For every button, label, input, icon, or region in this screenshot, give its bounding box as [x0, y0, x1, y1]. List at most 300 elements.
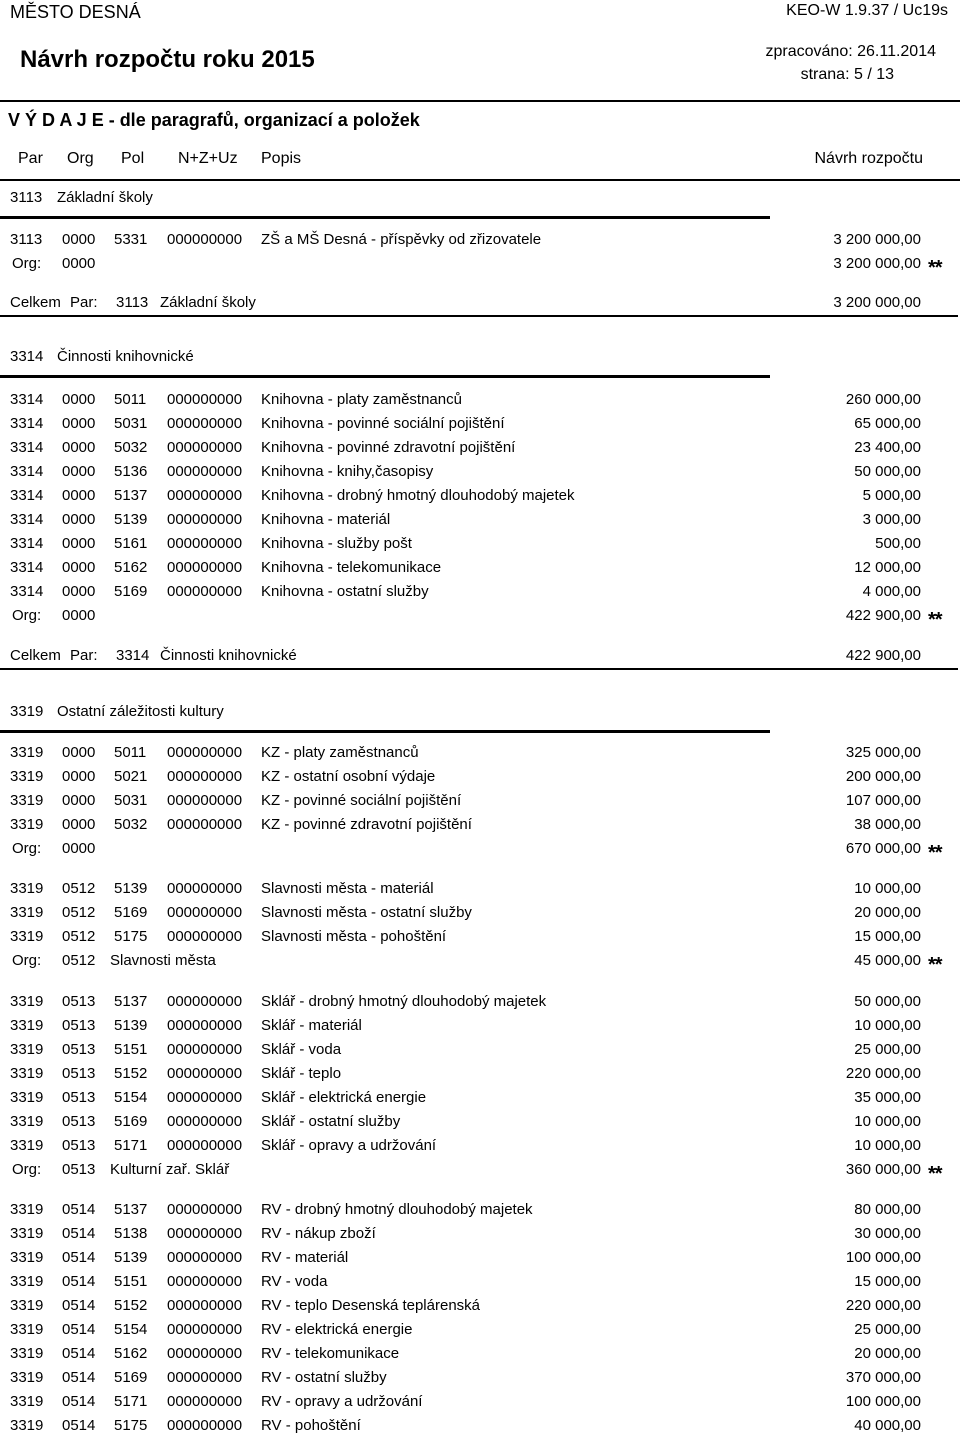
- table-row: [0, 1318, 960, 1342]
- nzu-cell: 000000000: [167, 1273, 243, 1290]
- org-cell: 0514: [62, 1249, 96, 1266]
- pol-cell: 5032: [114, 816, 148, 833]
- total-paragraph: 3314: [116, 647, 150, 664]
- par-cell: 3319: [10, 744, 44, 761]
- pol-cell: 5152: [114, 1065, 148, 1082]
- par-cell: 3113: [10, 231, 43, 248]
- org-cell: 0000: [62, 744, 96, 761]
- amount-cell: 40 000,00: [854, 1417, 921, 1434]
- nzu-cell: 000000000: [167, 1369, 243, 1386]
- org-subtotal-amount: 3 200 000,00: [833, 255, 921, 272]
- description-cell: RV - elektrická energie: [261, 1321, 413, 1338]
- org-cell: 0000: [62, 559, 96, 576]
- par-cell: 3319: [10, 1249, 44, 1266]
- table-row: [0, 1246, 960, 1270]
- org-code: 0513: [62, 1161, 96, 1178]
- par-cell: 3314: [10, 391, 44, 408]
- description-cell: Knihovna - drobný hmotný dlouhodobý majetek: [261, 487, 575, 504]
- description-cell: Sklář - ostatní služby: [261, 1113, 401, 1130]
- table-row: [0, 508, 960, 532]
- table-row: [0, 877, 960, 901]
- org-cell: 0000: [62, 391, 96, 408]
- nzu-cell: 000000000: [167, 1041, 243, 1058]
- pol-cell: 5011: [114, 744, 147, 761]
- description-cell: Sklář - materiál: [261, 1017, 362, 1034]
- pol-cell: 5011: [114, 391, 147, 408]
- description-cell: Knihovna - telekomunikace: [261, 559, 442, 576]
- org-cell: 0000: [62, 816, 96, 833]
- par-cell: 3314: [10, 487, 44, 504]
- description-cell: Sklář - voda: [261, 1041, 342, 1058]
- table-row: [0, 412, 960, 436]
- section-heading: [0, 700, 960, 724]
- subtotal-marker: **: [928, 842, 942, 864]
- amount-cell: 15 000,00: [854, 1273, 921, 1290]
- table-row: [0, 1270, 960, 1294]
- nzu-cell: 000000000: [167, 439, 243, 456]
- nzu-cell: 000000000: [167, 1345, 243, 1362]
- par-cell: 3314: [10, 439, 44, 456]
- pol-cell: 5137: [114, 487, 148, 504]
- description-cell: Sklář - opravy a udržování: [261, 1137, 437, 1154]
- par-cell: 3314: [10, 463, 44, 480]
- pol-cell: 5169: [114, 1369, 148, 1386]
- table-row: [0, 1222, 960, 1246]
- column-header-amount: Návrh rozpočtu: [814, 150, 923, 167]
- nzu-cell: 000000000: [167, 1321, 243, 1338]
- org-subtotal-amount: 45 000,00: [854, 952, 921, 969]
- org-subtotal-amount: 422 900,00: [845, 607, 921, 624]
- org-cell: 0000: [62, 487, 96, 504]
- pol-cell: 5151: [114, 1041, 148, 1058]
- org-cell: 0512: [62, 904, 96, 921]
- nzu-cell: 000000000: [167, 792, 243, 809]
- pol-cell: 5021: [114, 768, 148, 785]
- table-row: [0, 1294, 960, 1318]
- description-cell: RV - materiál: [261, 1249, 349, 1266]
- total-par-label: Par:: [70, 294, 98, 311]
- description-cell: RV - ostatní služby: [261, 1369, 387, 1386]
- par-cell: 3319: [10, 768, 44, 785]
- par-cell: 3319: [10, 1065, 44, 1082]
- par-cell: 3319: [10, 792, 44, 809]
- org-cell: 0000: [62, 792, 96, 809]
- org-cell: 0514: [62, 1393, 96, 1410]
- par-cell: 3319: [10, 1089, 44, 1106]
- amount-cell: 50 000,00: [854, 993, 921, 1010]
- pol-cell: 5171: [114, 1137, 148, 1154]
- org-cell: 0514: [62, 1225, 96, 1242]
- org-cell: 0513: [62, 1041, 96, 1058]
- par-cell: 3319: [10, 993, 44, 1010]
- org-label: Org:: [12, 840, 42, 857]
- nzu-cell: 000000000: [167, 535, 243, 552]
- amount-cell: 20 000,00: [854, 1345, 921, 1362]
- table-row: [0, 532, 960, 556]
- nzu-cell: 000000000: [167, 816, 243, 833]
- par-cell: 3319: [10, 816, 44, 833]
- nzu-cell: 000000000: [167, 1065, 243, 1082]
- subtotal-marker: **: [928, 1163, 942, 1185]
- pol-cell: 5175: [114, 928, 148, 945]
- org-subtotal-row: [0, 252, 960, 279]
- paragraph-total-row: [0, 291, 960, 315]
- section-heading: [0, 186, 960, 210]
- amount-cell: 107 000,00: [845, 792, 921, 809]
- org-subtotal-amount: 360 000,00: [845, 1161, 921, 1178]
- description-cell: RV - pohoštění: [261, 1417, 361, 1434]
- par-cell: 3319: [10, 1041, 44, 1058]
- amount-cell: 4 000,00: [862, 583, 921, 600]
- page-number: strana: 5 / 13: [800, 66, 894, 83]
- paragraph-total-amount: 422 900,00: [845, 647, 921, 664]
- description-cell: Slavnosti města - materiál: [261, 880, 434, 897]
- par-cell: 3319: [10, 1345, 44, 1362]
- description-cell: KZ - povinné sociální pojištění: [261, 792, 462, 809]
- table-row: [0, 1110, 960, 1134]
- par-cell: 3319: [10, 1113, 44, 1130]
- total-name: Základní školy: [160, 294, 256, 311]
- par-cell: 3314: [10, 511, 44, 528]
- section-name: Základní školy: [57, 189, 153, 206]
- amount-cell: 30 000,00: [854, 1225, 921, 1242]
- description-cell: Slavnosti města - pohoštění: [261, 928, 447, 945]
- table-row: [0, 460, 960, 484]
- amount-cell: 100 000,00: [845, 1393, 921, 1410]
- org-cell: 0513: [62, 1113, 96, 1130]
- amount-cell: 10 000,00: [854, 1017, 921, 1034]
- amount-cell: 80 000,00: [854, 1201, 921, 1218]
- nzu-cell: 000000000: [167, 1137, 243, 1154]
- amount-cell: 5 000,00: [862, 487, 921, 504]
- description-cell: Sklář - teplo: [261, 1065, 342, 1082]
- amount-cell: 3 000,00: [862, 511, 921, 528]
- nzu-cell: 000000000: [167, 1225, 243, 1242]
- nzu-cell: 000000000: [167, 1393, 243, 1410]
- table-row: [0, 436, 960, 460]
- org-cell: 0514: [62, 1369, 96, 1386]
- amount-cell: 12 000,00: [854, 559, 921, 576]
- par-cell: 3319: [10, 1225, 44, 1242]
- amount-cell: 100 000,00: [845, 1249, 921, 1266]
- org-code: 0000: [62, 255, 96, 272]
- org-cell: 0000: [62, 231, 96, 248]
- par-cell: 3319: [10, 1137, 44, 1154]
- amount-cell: 65 000,00: [854, 415, 921, 432]
- pol-cell: 5139: [114, 880, 148, 897]
- table-row: [0, 228, 960, 252]
- org-cell: 0000: [62, 535, 96, 552]
- subtotal-marker: **: [928, 257, 942, 279]
- section-paragraph: 3319: [10, 703, 44, 720]
- table-row: [0, 1014, 960, 1038]
- amount-cell: 260 000,00: [845, 391, 921, 408]
- table-row: [0, 741, 960, 765]
- par-cell: 3314: [10, 535, 44, 552]
- par-cell: 3314: [10, 415, 44, 432]
- description-cell: Slavnosti města - ostatní služby: [261, 904, 472, 921]
- section-heading: [0, 345, 960, 369]
- amount-cell: 10 000,00: [854, 880, 921, 897]
- par-cell: 3314: [10, 583, 44, 600]
- org-cell: 0000: [62, 583, 96, 600]
- table-row: [0, 1086, 960, 1110]
- table-row: [0, 789, 960, 813]
- processed-date: zpracováno: 26.11.2014: [765, 43, 936, 60]
- description-cell: ZŠ a MŠ Desná - příspěvky od zřizovatele: [261, 231, 542, 248]
- amount-cell: 50 000,00: [854, 463, 921, 480]
- total-underline: [0, 668, 958, 670]
- par-cell: 3319: [10, 904, 44, 921]
- pol-cell: 5171: [114, 1393, 148, 1410]
- column-header-divider: [0, 179, 960, 181]
- nzu-cell: 000000000: [167, 880, 243, 897]
- org-subtotal-row: [0, 604, 960, 631]
- pol-cell: 5162: [114, 1345, 148, 1362]
- amount-cell: 500,00: [875, 535, 921, 552]
- description-cell: RV - nákup zboží: [261, 1225, 376, 1242]
- description-cell: RV - teplo Desenská teplárenská: [261, 1297, 481, 1314]
- total-label: Celkem: [10, 647, 61, 664]
- report-subtitle: V Ý D A J E - dle paragrafů, organizací a položek: [8, 110, 420, 130]
- table-row: [0, 556, 960, 580]
- org-subtotal-row: [0, 837, 960, 864]
- table-row: [0, 901, 960, 925]
- org-label: Org:: [12, 607, 42, 624]
- org-cell: 0512: [62, 928, 96, 945]
- pol-cell: 5139: [114, 1017, 148, 1034]
- org-subtotal-amount: 670 000,00: [845, 840, 921, 857]
- nzu-cell: 000000000: [167, 487, 243, 504]
- description-cell: KZ - ostatní osobní výdaje: [261, 768, 436, 785]
- org-cell: 0000: [62, 768, 96, 785]
- pol-cell: 5137: [114, 993, 148, 1010]
- column-header-pol: Pol: [121, 150, 145, 167]
- par-cell: 3319: [10, 1369, 44, 1386]
- org-subtotal-row: [0, 949, 960, 976]
- org-cell: 0513: [62, 1065, 96, 1082]
- pol-cell: 5175: [114, 1417, 148, 1434]
- par-cell: 3319: [10, 1393, 44, 1410]
- amount-cell: 220 000,00: [845, 1297, 921, 1314]
- description-cell: KZ - platy zaměstnanců: [261, 744, 419, 761]
- amount-cell: 25 000,00: [854, 1041, 921, 1058]
- nzu-cell: 000000000: [167, 463, 243, 480]
- nzu-cell: 000000000: [167, 1417, 243, 1434]
- total-par-label: Par:: [70, 647, 98, 664]
- table-row: [0, 484, 960, 508]
- pol-cell: 5136: [114, 463, 148, 480]
- column-header-org: Org: [67, 150, 94, 167]
- description-cell: Knihovna - služby pošt: [261, 535, 412, 552]
- org-subtotal-row: [0, 1158, 960, 1185]
- pol-cell: 5137: [114, 1201, 148, 1218]
- section-underline: [0, 216, 770, 219]
- org-cell: 0000: [62, 415, 96, 432]
- total-underline: [0, 315, 958, 317]
- description-cell: Knihovna - povinné zdravotní pojištění: [261, 439, 516, 456]
- total-name: Činnosti knihovnické: [160, 647, 297, 664]
- description-cell: Knihovna - povinné sociální pojištění: [261, 415, 505, 432]
- section-underline: [0, 730, 770, 733]
- par-cell: 3314: [10, 559, 44, 576]
- pol-cell: 5032: [114, 439, 148, 456]
- pol-cell: 5169: [114, 1113, 148, 1130]
- amount-cell: 10 000,00: [854, 1113, 921, 1130]
- org-cell: 0514: [62, 1297, 96, 1314]
- amount-cell: 10 000,00: [854, 1137, 921, 1154]
- description-cell: Knihovna - ostatní služby: [261, 583, 429, 600]
- section-paragraph: 3314: [10, 348, 44, 365]
- amount-cell: 38 000,00: [854, 816, 921, 833]
- par-cell: 3319: [10, 1017, 44, 1034]
- pol-cell: 5161: [114, 535, 148, 552]
- pol-cell: 5151: [114, 1273, 148, 1290]
- amount-cell: 20 000,00: [854, 904, 921, 921]
- nzu-cell: 000000000: [167, 415, 243, 432]
- org-cell: 0000: [62, 439, 96, 456]
- description-cell: Knihovna - knihy,časopisy: [261, 463, 434, 480]
- paragraph-total-row: [0, 644, 960, 668]
- amount-cell: 370 000,00: [845, 1369, 921, 1386]
- org-label: Org:: [12, 952, 42, 969]
- pol-cell: 5031: [114, 415, 148, 432]
- organization-name: MĚSTO DESNÁ: [10, 2, 141, 22]
- table-row: [0, 1414, 960, 1438]
- table-row: [0, 765, 960, 789]
- section-name: Činnosti knihovnické: [57, 348, 194, 365]
- total-label: Celkem: [10, 294, 61, 311]
- table-row: [0, 1198, 960, 1222]
- org-cell: 0513: [62, 1017, 96, 1034]
- org-cell: 0513: [62, 1137, 96, 1154]
- pol-cell: 5152: [114, 1297, 148, 1314]
- nzu-cell: 000000000: [167, 1113, 243, 1130]
- org-label: Org:: [12, 255, 42, 272]
- org-cell: 0514: [62, 1417, 96, 1434]
- org-cell: 0514: [62, 1201, 96, 1218]
- org-code: 0000: [62, 607, 96, 624]
- pol-cell: 5331: [114, 231, 148, 248]
- amount-cell: 25 000,00: [854, 1321, 921, 1338]
- amount-cell: 23 400,00: [854, 439, 921, 456]
- nzu-cell: 000000000: [167, 391, 243, 408]
- table-row: [0, 1134, 960, 1158]
- total-paragraph: 3113: [116, 294, 149, 311]
- nzu-cell: 000000000: [167, 1017, 243, 1034]
- nzu-cell: 000000000: [167, 1089, 243, 1106]
- par-cell: 3319: [10, 1297, 44, 1314]
- description-cell: RV - voda: [261, 1273, 328, 1290]
- nzu-cell: 000000000: [167, 768, 243, 785]
- pol-cell: 5154: [114, 1321, 148, 1338]
- par-cell: 3319: [10, 1417, 44, 1434]
- nzu-cell: 000000000: [167, 928, 243, 945]
- description-cell: Knihovna - materiál: [261, 511, 391, 528]
- nzu-cell: 000000000: [167, 1249, 243, 1266]
- org-cell: 0000: [62, 463, 96, 480]
- nzu-cell: 000000000: [167, 1201, 243, 1218]
- par-cell: 3319: [10, 928, 44, 945]
- section-underline: [0, 375, 770, 378]
- page-title: Návrh rozpočtu roku 2015: [20, 46, 315, 73]
- org-cell: 0513: [62, 1089, 96, 1106]
- pol-cell: 5031: [114, 792, 148, 809]
- description-cell: KZ - povinné zdravotní pojištění: [261, 816, 472, 833]
- section-paragraph: 3113: [10, 189, 43, 206]
- pol-cell: 5139: [114, 511, 148, 528]
- table-row: [0, 1390, 960, 1414]
- org-name: Slavnosti města: [110, 952, 216, 969]
- table-row: [0, 1062, 960, 1086]
- amount-cell: 200 000,00: [845, 768, 921, 785]
- nzu-cell: 000000000: [167, 511, 243, 528]
- org-code: 0000: [62, 840, 96, 857]
- column-header-par: Par: [18, 150, 43, 167]
- org-cell: 0000: [62, 511, 96, 528]
- par-cell: 3319: [10, 880, 44, 897]
- table-row: [0, 990, 960, 1014]
- pol-cell: 5169: [114, 583, 148, 600]
- amount-cell: 325 000,00: [845, 744, 921, 761]
- description-cell: RV - opravy a udržování: [261, 1393, 423, 1410]
- table-row: [0, 580, 960, 604]
- par-cell: 3319: [10, 1273, 44, 1290]
- pol-cell: 5169: [114, 904, 148, 921]
- table-row: [0, 388, 960, 412]
- amount-cell: 3 200 000,00: [833, 231, 921, 248]
- org-code: 0512: [62, 952, 96, 969]
- pol-cell: 5138: [114, 1225, 148, 1242]
- nzu-cell: 000000000: [167, 904, 243, 921]
- nzu-cell: 000000000: [167, 1297, 243, 1314]
- description-cell: Sklář - drobný hmotný dlouhodobý majetek: [261, 993, 547, 1010]
- nzu-cell: 000000000: [167, 583, 243, 600]
- column-header-popis: Popis: [261, 150, 302, 167]
- description-cell: Knihovna - platy zaměstnanců: [261, 391, 462, 408]
- org-cell: 0514: [62, 1321, 96, 1338]
- section-name: Ostatní záležitosti kultury: [57, 703, 224, 720]
- description-cell: Sklář - elektrická energie: [261, 1089, 427, 1106]
- org-name: Kulturní zař. Sklář: [110, 1161, 230, 1178]
- subtotal-marker: **: [928, 609, 942, 631]
- org-cell: 0513: [62, 993, 96, 1010]
- nzu-cell: 000000000: [167, 231, 243, 248]
- pol-cell: 5162: [114, 559, 148, 576]
- org-label: Org:: [12, 1161, 42, 1178]
- pol-cell: 5154: [114, 1089, 148, 1106]
- subtotal-marker: **: [928, 954, 942, 976]
- pol-cell: 5139: [114, 1249, 148, 1266]
- amount-cell: 220 000,00: [845, 1065, 921, 1082]
- header-divider: [0, 100, 960, 102]
- org-cell: 0514: [62, 1273, 96, 1290]
- table-row: [0, 813, 960, 837]
- par-cell: 3319: [10, 1201, 44, 1218]
- table-row: [0, 925, 960, 949]
- nzu-cell: 000000000: [167, 744, 243, 761]
- table-row: [0, 1366, 960, 1390]
- paragraph-total-amount: 3 200 000,00: [833, 294, 921, 311]
- description-cell: RV - drobný hmotný dlouhodobý majetek: [261, 1201, 533, 1218]
- amount-cell: 15 000,00: [854, 928, 921, 945]
- nzu-cell: 000000000: [167, 993, 243, 1010]
- table-row: [0, 1342, 960, 1366]
- description-cell: RV - telekomunikace: [261, 1345, 400, 1362]
- par-cell: 3319: [10, 1321, 44, 1338]
- column-header-nzu: N+Z+Uz: [178, 150, 238, 167]
- org-cell: 0514: [62, 1345, 96, 1362]
